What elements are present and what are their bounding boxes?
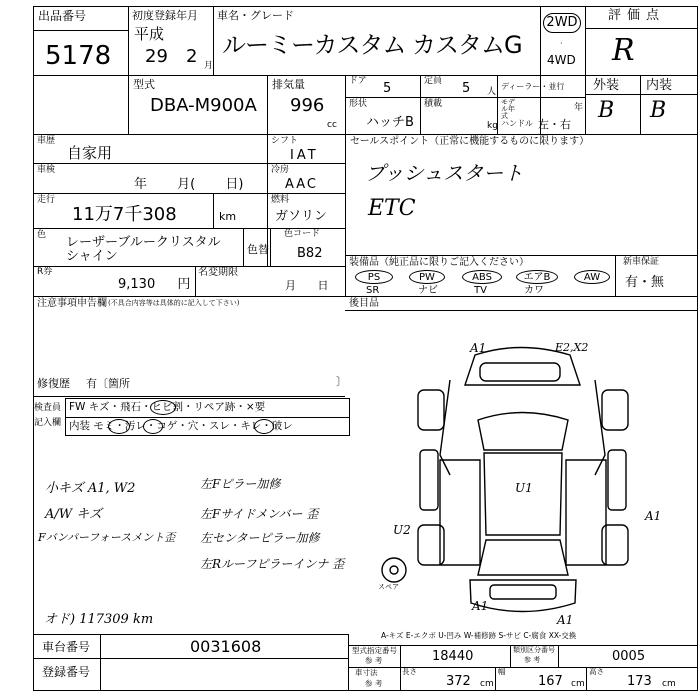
rule [213,6,214,75]
color-code-label: 色コード [284,229,321,239]
color-line2: シャイン [66,249,118,264]
rule [348,634,349,691]
comment-6: 左センターピラー加修 [200,531,320,545]
rule [640,75,641,134]
drive-2wd: 2WD [546,15,578,30]
rule [100,634,101,691]
rule [33,193,345,194]
length-unit: cm [480,679,494,689]
car-name: ルーミーカスタム [222,31,406,59]
mileage: 11万7千308 [72,204,177,225]
circle-mark [150,400,176,415]
exterior-label: 外装 [593,78,620,93]
capacity: 5 [462,81,471,96]
rule [213,193,214,228]
rule [33,163,345,164]
comment-7: 左Rルーフピラーインナ 歪 [200,557,345,571]
handle-label: ハンドル [501,119,533,128]
lot-number: 5178 [45,41,112,71]
mileage-label: 走行 [37,195,56,205]
equip-aw [574,270,610,284]
era: 平成 [134,25,165,43]
cc-unit: cc [327,120,337,130]
class-no: 0005 [612,649,646,664]
type-no-sub: 参 考 [365,656,383,665]
dims-label: 車寸法 [355,668,378,677]
rule [33,634,348,635]
equip-sr: SR [366,285,380,296]
fuel: ガソリン [275,209,328,224]
model-year-label: モデル年式 [501,98,515,120]
equip-leather: カワ [524,285,544,296]
color-label: 色 [37,230,47,240]
inspection-label: 車検 [37,165,56,175]
length-label: 長さ [402,667,417,676]
rule [345,310,698,311]
rule [400,645,401,691]
rule [585,28,698,29]
vin: 0031608 [190,637,262,656]
rule [558,645,559,667]
dealer-label: ディーラー・並行 [501,82,565,91]
sales-point-1: プッシュスタート [365,161,524,185]
width: 167 [538,674,563,689]
model-label: 型式 [133,78,155,91]
damage-mark-a1-bottom-2: A1 [472,599,489,613]
class-no-label: 類別区分番号 [513,646,555,654]
color-line1: レーザーブルークリスタル [66,235,221,250]
name-label: 車名・グレード [217,9,294,22]
handle: 左・右 [538,118,571,131]
deadline-label: 名変期限 [198,267,238,278]
rule [65,417,350,418]
damage-mark-a1-right: A1 [645,509,662,523]
interior-label: 内装 [646,78,673,93]
year-unit: 年 [574,103,584,113]
notes-label: 注意事項申告欄 [37,298,107,309]
ac: AAC [285,177,318,192]
equip-navi: ナビ [418,285,438,296]
rule [585,94,698,95]
rule [586,667,587,691]
recycle: 9,130 円 [118,277,191,292]
sales-label: セールスポイント（正常に機能するものに限ります） [350,136,590,147]
repair-label: 修復歴 [37,377,70,390]
shape: ハッチB [366,115,414,130]
new-car: 有・無 [625,275,665,290]
circle-mark [143,419,163,434]
inspector-row-2: 内装 モミ・汚レ・コゲ・穴・スレ・キレ・破レ [69,420,293,432]
km-unit: km [219,210,237,223]
repair-close: 〕 [336,375,347,388]
height-unit: cm [662,679,676,689]
lot-label: 出品番号 [38,9,87,23]
comment-5: 左Fサイドメンバー 歪 [200,507,319,521]
first-reg-label: 初度登録年月 [132,9,198,22]
rule [195,266,196,296]
equip-tv: TV [474,285,487,296]
month-unit: 月 [204,61,214,71]
rule [345,97,585,98]
shift: IAT [290,148,319,163]
grade: カスタムG [412,31,522,59]
equip-abs-label: ABS [472,272,492,283]
damage-mark-e2x2: E2,X2 [555,341,589,354]
recycle-label: R券 [37,267,53,277]
rule [615,255,616,296]
reg-year: 29 [145,46,168,67]
rule [267,75,268,134]
width-unit: cm [571,679,585,689]
rule [33,296,698,297]
height-label: 高さ [589,667,604,676]
rule [128,6,129,134]
rule [495,667,496,691]
circle-mark [254,419,274,434]
type-no: 18440 [432,649,474,664]
circle-mark [108,419,130,434]
history: 自家用 [67,144,113,162]
rule [345,134,346,296]
rule [510,645,511,667]
displacement: 996 [290,95,325,116]
reg-month: 2 [186,46,198,67]
type-no-label: 型式指定番号 [352,646,397,655]
person-unit: 人 [487,87,497,97]
interior-score: B [650,98,667,123]
rule [345,255,698,256]
length: 372 [446,674,471,689]
rule [33,134,698,135]
history-label: 車歴 [37,136,56,146]
equip-ps [355,270,393,284]
repair: 有〔箇所 [86,377,130,390]
rule [345,75,346,134]
odo-note: オド) 117309 km [44,612,154,627]
back-label: 後目品 [349,298,379,309]
height: 173 [627,674,652,689]
rule [33,266,345,267]
damage-mark-u2: U2 [393,523,411,537]
damage-mark-a1-top: A1 [470,341,487,355]
spare-label: スペア [378,583,399,591]
rule [33,30,128,31]
equip-abs [462,270,502,284]
equip-pw-label: PW [419,272,435,283]
reg-label: 登録番号 [42,665,91,679]
damage-legend: A-キズ E-エクボ U-凹み W-補修跡 S-サビ C-腐食 XX-交換 [381,631,577,640]
exterior-score: B [598,98,615,123]
class-no-sub: 参 考 [524,656,541,664]
rule [585,6,586,134]
ac-label: 冷房 [271,165,290,175]
color-code: B82 [297,246,323,261]
drive-4wd: 4WD [547,53,576,67]
rule [243,228,244,266]
inspection: 年 月( 日) [134,177,244,192]
rule [420,75,421,134]
rule [33,396,345,397]
notes-sub-label: (不具合内容等は具体的に記入して下さい) [108,299,240,307]
inspector-label-2: 記入欄 [34,418,62,428]
model: DBA-M900A [150,95,257,116]
score-value: R [612,33,635,68]
comment-2: A/W キズ [45,507,103,522]
shift-label: シフト [271,136,299,146]
equip-aw-label: AW [583,272,601,283]
shape-label: 形状 [349,99,368,109]
comment-3: Fバンパーフォースメント歪 [38,531,176,544]
comment-1: 小キズ A1, W2 [45,481,136,496]
score-label: 評価点 [608,8,666,23]
rule [33,658,348,659]
damage-mark-a1-bottom: A1 [557,613,574,627]
displacement-label: 排気量 [272,78,305,91]
comment-4: 左Fピラー加修 [200,477,281,491]
doors-label: ドア [349,76,367,86]
equip-ps-label: PS [367,272,381,283]
equip-airbag-label: エアB [523,272,551,283]
sales-point-2: ETC [368,196,416,221]
damage-mark-u1: U1 [515,481,533,495]
load-label: 積載 [424,99,443,109]
equip-pw [409,270,445,284]
new-car-label: 新車保証 [623,257,660,267]
width-label: 幅 [498,667,506,676]
repaint-label: 色替 [247,243,269,256]
vin-label: 車台番号 [42,640,91,654]
doors: 5 [383,81,392,96]
capacity-label: 定員 [424,76,443,86]
dims-sub: 参 考 [365,679,383,688]
kg-unit: kg [487,121,498,131]
drive-dot: · [560,39,563,48]
equip-airbag [516,270,558,284]
rule [270,228,271,266]
inspector-row-1: FW キズ・飛石・ヒビ割・リペア跡・×要 [69,401,266,413]
drive-2wd-circle [543,13,581,33]
rule [540,6,541,134]
deadline: 月 日 [285,279,329,292]
fuel-label: 燃料 [271,195,290,205]
inspector-label-1: 検査員 [34,403,62,413]
equipment-label: 装備品（純正品に限りご記入ください） [349,257,529,268]
